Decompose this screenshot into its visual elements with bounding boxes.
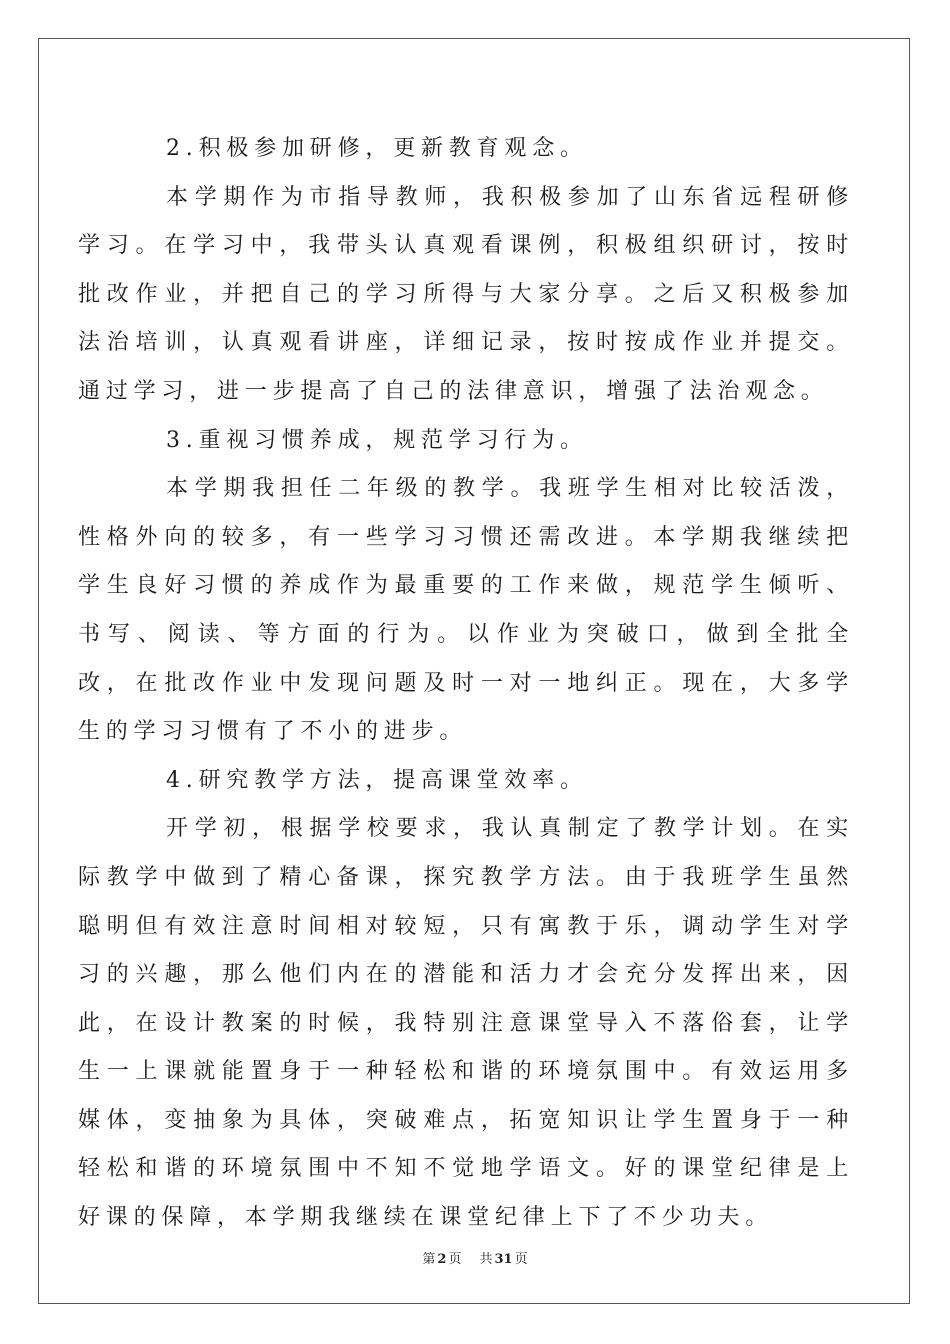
paragraph-research: 本学期作为市指导教师，我积极参加了山东省远程研修学习。在学习中，我带头认真观看课例，积极组织研讨，按时批改作业，并把自己的学习所得与大家分享。之后又积极参加法治培训，认真观看讲座，详细记录，按时按成作业并提交。通过学习，进一步提高了自己的法律意识，增强了法治观念。 — [78, 184, 854, 404]
total-pages: 31 — [494, 1252, 513, 1267]
section-heading-4: 4.研究教学方法，提高课堂效率。 — [166, 767, 588, 793]
page-prefix: 第 — [422, 1252, 436, 1267]
paragraph-habits: 本学期我担任二年级的教学。我班学生相对比较活泼，性格外向的较多，有一些学习习惯还需改进。本学期我继续把学生良好习惯的养成作为最重要的工作来做，规范学生倾听、书写、阅读、等方面的行为。以作业为突破口，做到全批全改，在批改作业中发现问题及时一对一地纠正。现在，大多学生的学习习惯有了不小的进步。 — [78, 476, 854, 745]
page-footer — [0, 1248, 950, 1267]
page-suffix: 页 — [448, 1252, 462, 1267]
page-number: 2 — [437, 1252, 447, 1267]
document-body — [78, 125, 854, 1243]
section-heading-2: 2.积极参加研修，更新教育观念。 — [166, 136, 588, 161]
total-prefix: 共 — [479, 1252, 493, 1267]
section-heading-3: 3.重视习惯养成，规范学习行为。 — [166, 427, 588, 453]
paragraph-teaching-methods: 开学初，根据学校要求，我认真制定了教学计划。在实际教学中做到了精心备课，探究教学方法。由于我班学生虽然聪明但有效注意时间相对较短，只有寓教于乐，调动学生对学习的兴趣，那么他们内在的潜能和活力才会充分发挥出来，因此，在设计教案的时候，我特别注意课堂导入不落俗套，让学生一上课就能置身于一种轻松和谐的环境氛围中。有效运用多媒体，变抽象为具体，突破难点，拓宽知识让学生置身于一种轻松和谐的环境氛围中不知不觉地学语文。好的课堂纪律是上好课的保障，本学期我继续在课堂纪律上下了不少功夫。 — [78, 816, 854, 1231]
total-suffix: 页 — [514, 1252, 528, 1267]
